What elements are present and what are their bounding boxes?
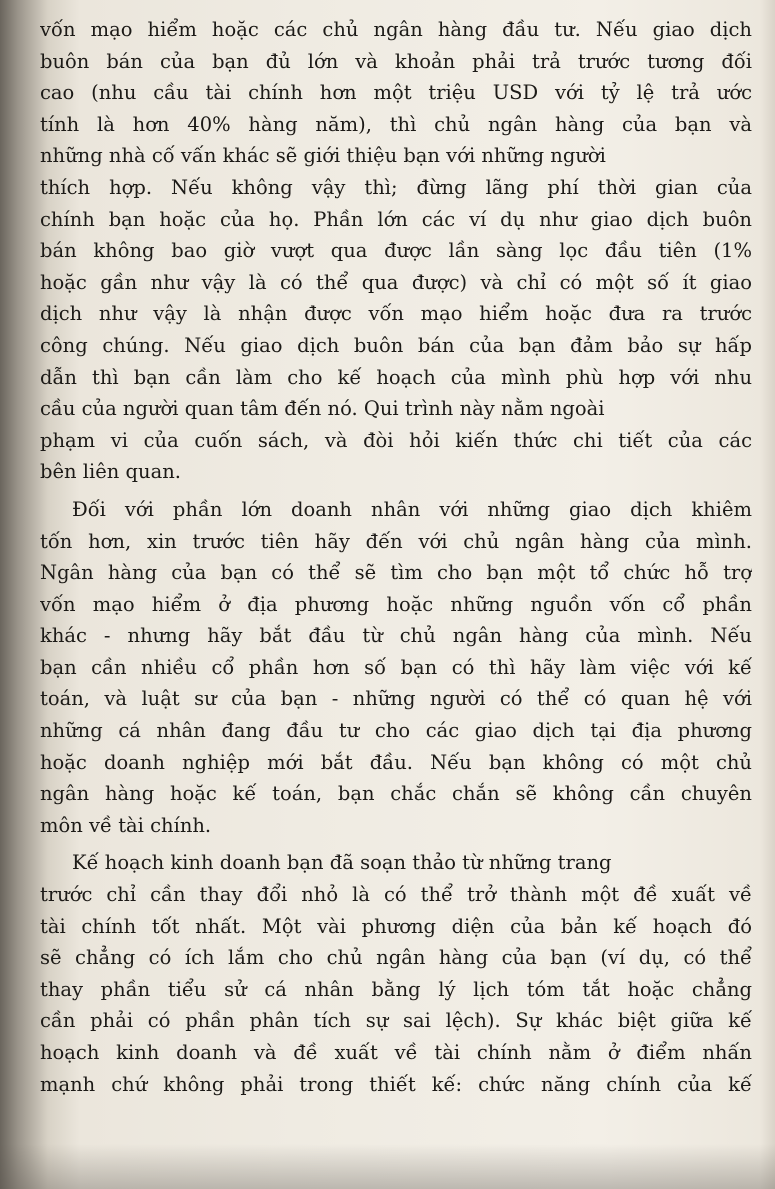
page-bottom-shadow: [0, 1144, 775, 1189]
paragraph-1: [40, 14, 752, 488]
body-text: [40, 14, 752, 1100]
text-line: thích hợp. Nếu không vậy thì; đừng lãng phí thời gian của: [40, 175, 752, 199]
text-line: hoặc doanh nghiệp mới bắt đầu. Nếu bạn không có một chủ: [40, 750, 752, 774]
text-line: hoạch kinh doanh và đề xuất về tài chính nằm ở điểm nhấn: [40, 1041, 752, 1064]
text-line: những nhà cố vấn khác sẽ giới thiệu bạn với những người: [40, 144, 606, 168]
text-line: sẽ chẳng có ích lắm cho chủ ngân hàng của bạn (ví dụ, có thể: [40, 946, 752, 970]
text-line: Đối với phần lớn doanh nhân với những giao dịch khiêm: [72, 497, 752, 521]
text-line: dịch như vậy là nhận được vốn mạo hiểm hoặc đưa ra trước: [40, 302, 752, 326]
text-line: môn về tài chính.: [40, 813, 212, 837]
text-line: tốn hơn, xin trước tiên hãy đến với chủ ngân hàng của mình.: [40, 529, 752, 553]
text-line: dẫn thì bạn cần làm cho kế hoạch của mình phù hợp với nhu: [40, 365, 752, 389]
text-line: buôn bán của bạn đủ lớn và khoản phải trả trước tương đối: [40, 49, 752, 73]
text-line: thay phần tiểu sử cá nhân bằng lý lịch tóm tắt hoặc chẳng: [40, 977, 752, 1001]
text-line: Ngân hàng của bạn có thể sẽ tìm cho bạn một tổ chức hỗ trợ: [40, 561, 752, 585]
text-line: hoặc gần như vậy là có thể qua được) và chỉ có một số ít giao: [40, 270, 752, 294]
text-line: khác - nhưng hãy bắt đầu từ chủ ngân hàng của mình. Nếu: [40, 624, 752, 648]
text-line: trước chỉ cần thay đổi nhỏ là có thể trở thành một đề xuất về: [40, 883, 752, 907]
text-line: ngân hàng hoặc kế toán, bạn chắc chắn sẽ không cần chuyên: [40, 782, 752, 806]
text-line: tính là hơn 40% hàng năm), thì chủ ngân hàng của bạn và: [40, 112, 752, 136]
text-line: Kế hoạch kinh doanh bạn đã soạn thảo từ những trang: [72, 851, 612, 875]
text-line: toán, và luật sư của bạn - những người có thể có quan hệ với: [40, 687, 752, 711]
paragraph-3: [40, 847, 752, 1100]
text-line: cần phải có phần phân tích sự sai lệch). Sự khác biệt giữa kế: [40, 1009, 752, 1033]
text-line: những cá nhân đang đầu tư cho các giao dịch tại địa phương: [40, 719, 752, 743]
text-line: vốn mạo hiểm hoặc các chủ ngân hàng đầu tư. Nếu giao dịch: [40, 18, 752, 41]
text-line: vốn mạo hiểm ở địa phương hoặc những nguồn vốn cổ phần: [40, 592, 752, 616]
text-line: tài chính tốt nhất. Một vài phương diện của bản kế hoạch đó: [40, 914, 752, 938]
text-line: phạm vi của cuốn sách, và đòi hỏi kiến thức chi tiết của các: [40, 428, 752, 452]
text-line: mạnh chứ không phải trong thiết kế: chức năng chính của kế: [40, 1072, 752, 1096]
text-line: công chúng. Nếu giao dịch buôn bán của bạn đảm bảo sự hấp: [40, 333, 752, 357]
paragraph-2: [40, 494, 752, 842]
text-line: cao (nhu cầu tài chính hơn một triệu USD với tỷ lệ trả ước: [40, 81, 752, 105]
text-line: cầu của người quan tâm đến nó. Qui trình này nằm ngoài: [40, 397, 605, 421]
text-line: bán không bao giờ vượt qua được lần sàng lọc đầu tiên (1%: [40, 239, 752, 263]
text-line: bên liên quan.: [40, 460, 181, 484]
text-line: bạn cần nhiều cổ phần hơn số bạn có thì hãy làm việc với kế: [40, 655, 752, 679]
text-line: chính bạn hoặc của họ. Phần lớn các ví dụ như giao dịch buôn: [40, 207, 752, 231]
